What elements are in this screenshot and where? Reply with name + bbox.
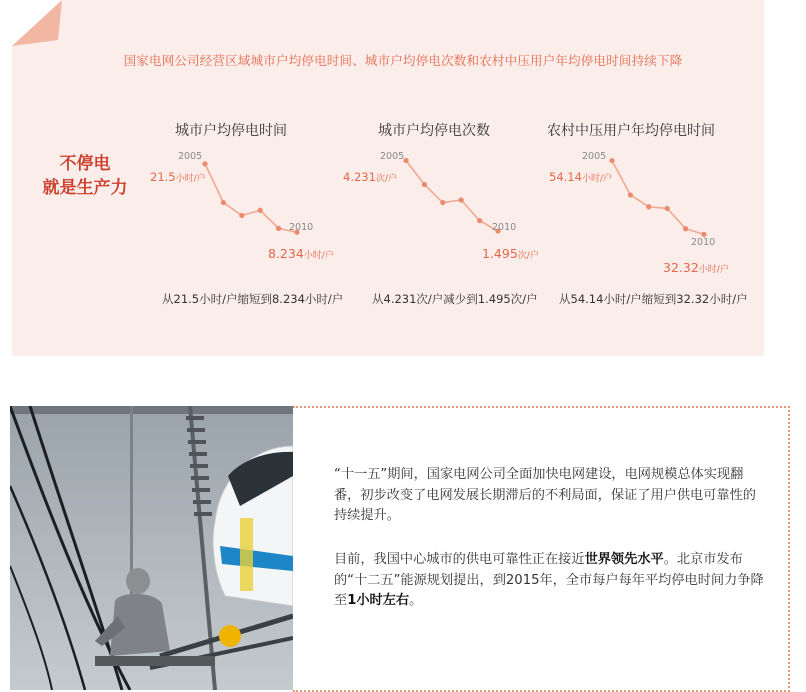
chart-2-start-label: 4.231次/户 [343, 170, 397, 184]
chart-2-point-5 [477, 218, 482, 223]
chart-3-point-3 [646, 204, 651, 209]
chart-3-point-4 [665, 206, 670, 211]
chart-3-end-label: 32.32小时/户 [663, 260, 729, 275]
paragraph-2-highlight-1: 世界领先水平 [584, 552, 664, 567]
chart-1-title: 城市户均停电时间 [175, 123, 287, 139]
chart-2-title: 城市户均停电次数 [378, 123, 490, 139]
paragraph-2-part-c: 。北京市发布的“十二五”能源规划提出，到2015年，全市每户每年平均停电时间力争降至 [334, 552, 764, 608]
paragraph-1: “十一五”期间，国家电网公司全面加快电网建设，电网规模总体实现翻番，初步改变了电网发展长期滞后的不利局面，保证了用户供电可靠性的持续提升。 [334, 467, 756, 523]
chart-3-start-label: 54.14小时/户 [549, 170, 612, 184]
chart-3-series-line [612, 161, 704, 235]
paragraph-2-highlight-2: 1小时左右 [347, 593, 410, 608]
chart-3-start-year: 2005 [582, 151, 607, 162]
chart-1-point-1 [202, 161, 207, 166]
paragraph-2 [334, 550, 766, 612]
chart-2-point-4 [459, 197, 464, 202]
chart-2-end-year: 2010 [492, 222, 517, 233]
chart-2-point-2 [422, 182, 427, 187]
chart-2-caption: 从4.231次/户减少到1.495次/户 [372, 292, 538, 306]
chart-1-start-label: 21.5小时/户 [150, 170, 206, 184]
chart-1-caption: 从21.5小时/户缩短到8.234小时/户 [162, 292, 344, 306]
chart-1-point-4 [258, 208, 263, 213]
paragraph-2-part-a: 目前，我国中心城市的供电可靠性正在接近 [334, 552, 585, 567]
slogan-line-2: 就是生产力 [42, 178, 128, 198]
chart-1-series-line [205, 164, 297, 232]
chart-2-series-line [406, 161, 498, 232]
chart-1-start-year: 2005 [178, 151, 203, 162]
chart-1-end-label: 8.234小时/户 [268, 246, 334, 261]
helicopter-line-worker-photo [10, 406, 293, 690]
chart-3-caption: 从54.14小时/户缩短到32.32小时/户 [559, 292, 748, 306]
chart-1-end-year: 2010 [289, 222, 314, 233]
chart-1-point-2 [221, 200, 226, 205]
paragraph-2-part-e: 。 [409, 593, 423, 608]
chart-2-start-year: 2005 [380, 151, 405, 162]
chart-3-end-year: 2010 [691, 237, 716, 248]
chart-3-title: 农村中压用户年均停电时间 [547, 123, 715, 139]
slogan-line-1: 不停电 [59, 154, 111, 174]
description-text-box [293, 406, 790, 692]
chart-3-point-1 [609, 158, 614, 163]
chart-3-point-5 [683, 226, 688, 231]
headline: 国家电网公司经营区域城市户均停电时间、城市户均停电次数和农村中压用户年均停电时间持续下降 [123, 53, 683, 68]
chart-2-point-3 [440, 200, 445, 205]
chart-3-point-2 [628, 192, 633, 197]
chart-1-point-5 [276, 226, 281, 231]
chart-1-point-3 [239, 213, 244, 218]
chart-2-end-label: 1.495次/户 [482, 246, 539, 261]
